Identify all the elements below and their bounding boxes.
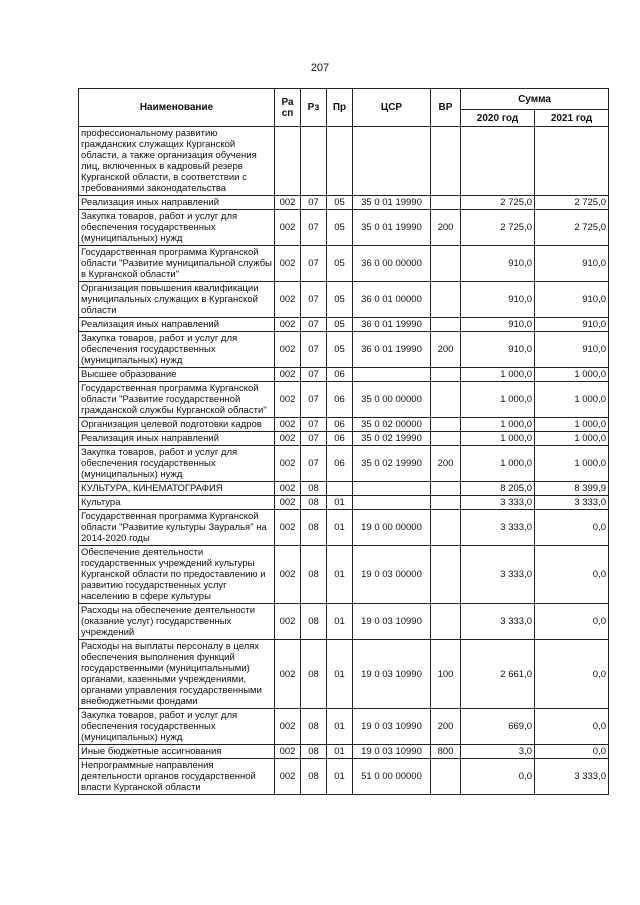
cell-sum-2021: 3 333,0 — [535, 759, 609, 795]
cell-name: Организация целевой подготовки кадров — [79, 418, 275, 432]
cell-sum-2020: 1 000,0 — [461, 432, 535, 446]
cell-ra: 002 — [275, 510, 301, 546]
table-row — [79, 640, 609, 709]
cell-ra: 002 — [275, 446, 301, 482]
cell-name: Культура — [79, 496, 275, 510]
cell-csr: 35 0 02 19990 — [353, 446, 431, 482]
cell-ra: 002 — [275, 709, 301, 745]
cell-sum-2021: 910,0 — [535, 318, 609, 332]
cell-rz: 08 — [301, 745, 327, 759]
table-row — [79, 210, 609, 246]
budget-table — [78, 88, 609, 795]
table-row — [79, 382, 609, 418]
cell-csr: 35 0 01 19990 — [353, 210, 431, 246]
cell-pr: 01 — [327, 640, 353, 709]
cell-rz: 07 — [301, 368, 327, 382]
cell-pr: 01 — [327, 496, 353, 510]
cell-csr: 36 0 01 19990 — [353, 332, 431, 368]
cell-pr: 01 — [327, 510, 353, 546]
cell-sum-2021: 0,0 — [535, 640, 609, 709]
cell-pr: 01 — [327, 546, 353, 604]
cell-csr: 19 0 03 10990 — [353, 709, 431, 745]
cell-vr: 800 — [431, 745, 461, 759]
cell-sum-2021: 1 000,0 — [535, 446, 609, 482]
cell-csr: 36 0 01 19990 — [353, 318, 431, 332]
cell-pr: 05 — [327, 246, 353, 282]
cell-ra: 002 — [275, 196, 301, 210]
cell-csr: 35 0 02 00000 — [353, 418, 431, 432]
cell-ra: 002 — [275, 745, 301, 759]
header-pr: Пр — [327, 89, 353, 127]
table-row — [79, 196, 609, 210]
cell-vr — [431, 510, 461, 546]
table-row — [79, 759, 609, 795]
cell-rz: 08 — [301, 496, 327, 510]
cell-sum-2021: 910,0 — [535, 282, 609, 318]
cell-sum-2021: 2 725,0 — [535, 210, 609, 246]
cell-sum-2021: 2 725,0 — [535, 196, 609, 210]
cell-sum-2021: 1 000,0 — [535, 418, 609, 432]
cell-ra: 002 — [275, 604, 301, 640]
table-row — [79, 482, 609, 496]
table-row — [79, 332, 609, 368]
cell-vr: 100 — [431, 640, 461, 709]
table-row — [79, 604, 609, 640]
header-ra: Ра сп — [275, 89, 301, 127]
header-name: Наименование — [79, 89, 275, 127]
cell-rz: 08 — [301, 759, 327, 795]
cell-vr: 200 — [431, 332, 461, 368]
cell-rz: 08 — [301, 709, 327, 745]
cell-pr: 06 — [327, 432, 353, 446]
cell-sum-2021: 1 000,0 — [535, 432, 609, 446]
cell-name: профессиональному развитию гражданских служащих Курганской области, а также организация обучения лиц, включенных в кадровый резерв Курганской области, в соответствии с требованиями законодательства — [79, 127, 275, 196]
cell-rz: 07 — [301, 210, 327, 246]
cell-rz: 07 — [301, 432, 327, 446]
table-row — [79, 432, 609, 446]
cell-csr — [353, 482, 431, 496]
cell-ra: 002 — [275, 332, 301, 368]
cell-name: Реализация иных направлений — [79, 318, 275, 332]
cell-sum-2020: 3 333,0 — [461, 604, 535, 640]
table-row — [79, 418, 609, 432]
cell-pr: 06 — [327, 446, 353, 482]
cell-sum-2021: 8 399,9 — [535, 482, 609, 496]
cell-sum-2020: 1 000,0 — [461, 368, 535, 382]
cell-name: Непрограммные направления деятельности органов государственной власти Курганской области — [79, 759, 275, 795]
cell-name: Расходы на обеспечение деятельности (оказание услуг) государственных учреждений — [79, 604, 275, 640]
cell-name: Реализация иных направлений — [79, 432, 275, 446]
cell-name: Закупка товаров, работ и услуг для обеспечения государственных (муниципальных) нужд — [79, 446, 275, 482]
cell-ra: 002 — [275, 246, 301, 282]
cell-pr: 05 — [327, 196, 353, 210]
table-row — [79, 318, 609, 332]
cell-vr: 200 — [431, 446, 461, 482]
cell-ra: 002 — [275, 432, 301, 446]
cell-rz: 07 — [301, 318, 327, 332]
cell-name: Иные бюджетные ассигнования — [79, 745, 275, 759]
table-row — [79, 745, 609, 759]
header-sum: Сумма — [461, 89, 609, 110]
table-row — [79, 127, 609, 196]
cell-csr — [353, 496, 431, 510]
cell-rz: 07 — [301, 382, 327, 418]
cell-ra: 002 — [275, 368, 301, 382]
cell-sum-2020: 3 333,0 — [461, 546, 535, 604]
cell-sum-2020: 2 661,0 — [461, 640, 535, 709]
cell-vr — [431, 318, 461, 332]
header-year-2020: 2020 год — [461, 110, 535, 127]
cell-sum-2020: 2 725,0 — [461, 210, 535, 246]
cell-vr — [431, 418, 461, 432]
cell-sum-2020: 3 333,0 — [461, 496, 535, 510]
cell-vr — [431, 127, 461, 196]
cell-rz: 08 — [301, 640, 327, 709]
cell-vr: 200 — [431, 210, 461, 246]
cell-pr: 01 — [327, 745, 353, 759]
page-number: 207 — [310, 62, 330, 74]
cell-vr — [431, 368, 461, 382]
cell-rz: 08 — [301, 510, 327, 546]
cell-name: Закупка товаров, работ и услуг для обеспечения государственных (муниципальных) нужд — [79, 709, 275, 745]
table-row — [79, 546, 609, 604]
cell-rz: 08 — [301, 546, 327, 604]
cell-csr: 35 0 01 19990 — [353, 196, 431, 210]
cell-name: Реализация иных направлений — [79, 196, 275, 210]
cell-rz — [301, 127, 327, 196]
cell-ra: 002 — [275, 640, 301, 709]
cell-rz: 08 — [301, 482, 327, 496]
cell-ra: 002 — [275, 482, 301, 496]
cell-csr: 19 0 03 10990 — [353, 745, 431, 759]
cell-vr — [431, 759, 461, 795]
cell-name: Обеспечение деятельности государственных учреждений культуры Курганской области по предоставлению и развитию государственных услуг населению в сфере культуры — [79, 546, 275, 604]
cell-csr — [353, 127, 431, 196]
cell-vr — [431, 482, 461, 496]
cell-pr: 05 — [327, 318, 353, 332]
cell-name: Закупка товаров, работ и услуг для обеспечения государственных (муниципальных) нужд — [79, 210, 275, 246]
cell-csr: 19 0 03 00000 — [353, 546, 431, 604]
cell-csr: 19 0 03 10990 — [353, 640, 431, 709]
cell-ra: 002 — [275, 382, 301, 418]
cell-vr — [431, 282, 461, 318]
cell-vr — [431, 496, 461, 510]
cell-sum-2020: 2 725,0 — [461, 196, 535, 210]
cell-pr — [327, 127, 353, 196]
cell-ra: 002 — [275, 282, 301, 318]
cell-rz: 07 — [301, 246, 327, 282]
cell-ra: 002 — [275, 546, 301, 604]
cell-sum-2021: 0,0 — [535, 546, 609, 604]
cell-pr: 01 — [327, 709, 353, 745]
cell-ra — [275, 127, 301, 196]
cell-rz: 07 — [301, 446, 327, 482]
cell-sum-2021: 0,0 — [535, 604, 609, 640]
table-row — [79, 510, 609, 546]
cell-sum-2020: 3,0 — [461, 745, 535, 759]
cell-sum-2020: 910,0 — [461, 282, 535, 318]
cell-name: Закупка товаров, работ и услуг для обеспечения государственных (муниципальных) нужд — [79, 332, 275, 368]
cell-ra: 002 — [275, 210, 301, 246]
cell-pr: 05 — [327, 282, 353, 318]
cell-sum-2020: 1 000,0 — [461, 446, 535, 482]
cell-pr: 05 — [327, 210, 353, 246]
cell-sum-2021: 910,0 — [535, 246, 609, 282]
cell-sum-2021: 3 333,0 — [535, 496, 609, 510]
cell-sum-2020: 669,0 — [461, 709, 535, 745]
cell-name: Высшее образование — [79, 368, 275, 382]
cell-vr — [431, 246, 461, 282]
cell-sum-2021: 0,0 — [535, 745, 609, 759]
cell-rz: 07 — [301, 332, 327, 368]
cell-sum-2020: 1 000,0 — [461, 382, 535, 418]
cell-sum-2021: 0,0 — [535, 510, 609, 546]
cell-csr: 36 0 00 00000 — [353, 246, 431, 282]
table-row — [79, 246, 609, 282]
cell-csr: 35 0 02 19990 — [353, 432, 431, 446]
cell-sum-2021: 0,0 — [535, 709, 609, 745]
cell-sum-2020: 3 333,0 — [461, 510, 535, 546]
header-vr: ВР — [431, 89, 461, 127]
cell-csr: 35 0 00 00000 — [353, 382, 431, 418]
cell-sum-2020: 1 000,0 — [461, 418, 535, 432]
cell-name: Расходы на выплаты персоналу в целях обеспечения выполнения функций государственными (муниципальными) органами, казенными учреждениями, органами управления государственными внебюджетными фондами — [79, 640, 275, 709]
header-year-2021: 2021 год — [535, 110, 609, 127]
cell-sum-2021: 1 000,0 — [535, 382, 609, 418]
cell-sum-2021: 910,0 — [535, 332, 609, 368]
cell-vr — [431, 604, 461, 640]
header-csr: ЦСР — [353, 89, 431, 127]
table-row — [79, 368, 609, 382]
cell-ra: 002 — [275, 318, 301, 332]
cell-sum-2020: 8 205,0 — [461, 482, 535, 496]
cell-ra: 002 — [275, 759, 301, 795]
cell-csr — [353, 368, 431, 382]
table-row — [79, 709, 609, 745]
cell-ra: 002 — [275, 496, 301, 510]
cell-sum-2020: 0,0 — [461, 759, 535, 795]
cell-csr: 19 0 03 10990 — [353, 604, 431, 640]
cell-pr: 06 — [327, 418, 353, 432]
cell-name: КУЛЬТУРА, КИНЕМАТОГРАФИЯ — [79, 482, 275, 496]
cell-csr: 19 0 00 00000 — [353, 510, 431, 546]
cell-pr: 01 — [327, 759, 353, 795]
cell-csr: 51 0 00 00000 — [353, 759, 431, 795]
cell-csr: 36 0 01 00000 — [353, 282, 431, 318]
header-rz: Рз — [301, 89, 327, 127]
cell-pr: 05 — [327, 332, 353, 368]
cell-name: Организация повышения квалификации муниципальных служащих в Курганской области — [79, 282, 275, 318]
table-body — [79, 127, 609, 795]
cell-sum-2021: 1 000,0 — [535, 368, 609, 382]
cell-pr: 01 — [327, 604, 353, 640]
cell-name: Государственная программа Курганской области "Развитие культуры Зауралья" на 2014-2020 годы — [79, 510, 275, 546]
table-row — [79, 496, 609, 510]
cell-vr — [431, 432, 461, 446]
table-row — [79, 446, 609, 482]
cell-rz: 08 — [301, 604, 327, 640]
cell-name: Государственная программа Курганской области "Развитие государственной гражданской службы Курганской области" — [79, 382, 275, 418]
cell-pr: 06 — [327, 368, 353, 382]
cell-pr — [327, 482, 353, 496]
cell-pr: 06 — [327, 382, 353, 418]
cell-rz: 07 — [301, 418, 327, 432]
cell-rz: 07 — [301, 196, 327, 210]
cell-vr — [431, 196, 461, 210]
cell-sum-2020: 910,0 — [461, 318, 535, 332]
cell-sum-2021 — [535, 127, 609, 196]
cell-sum-2020: 910,0 — [461, 246, 535, 282]
cell-sum-2020 — [461, 127, 535, 196]
cell-vr — [431, 382, 461, 418]
cell-vr — [431, 546, 461, 604]
cell-name: Государственная программа Курганской области "Развитие муниципальной службы в Курганской области" — [79, 246, 275, 282]
cell-ra: 002 — [275, 418, 301, 432]
cell-sum-2020: 910,0 — [461, 332, 535, 368]
cell-rz: 07 — [301, 282, 327, 318]
table-row — [79, 282, 609, 318]
cell-vr: 200 — [431, 709, 461, 745]
